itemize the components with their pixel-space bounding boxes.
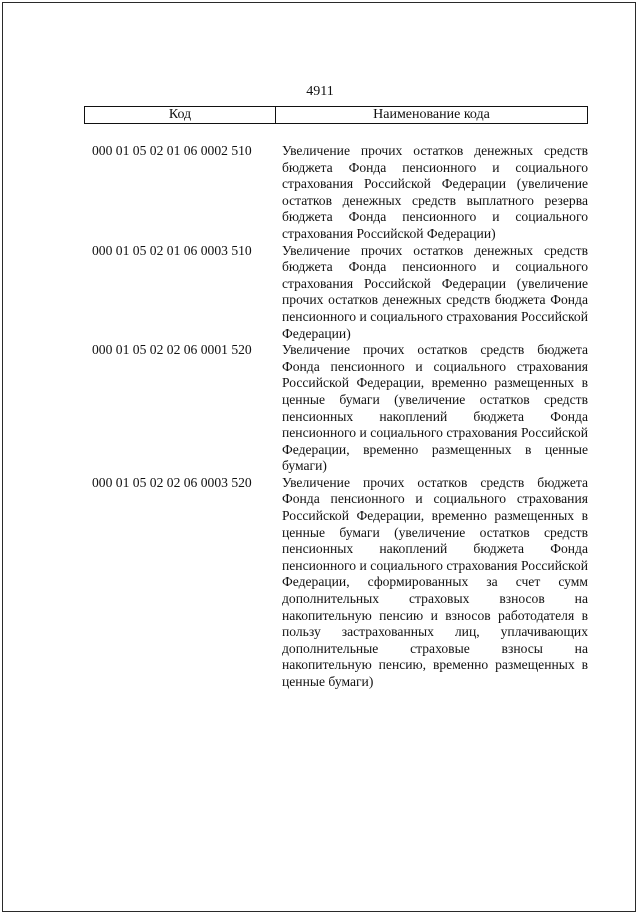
table-header: [84, 106, 588, 124]
row-description: Увеличение прочих остатков денежных средств бюджета Фонда пенсионного и социального страхования Российской Федерации (увеличение остатков денежных средств выплатного резерва бюджета Фонда пенсионного и социального страхования Российской Федерации): [282, 143, 588, 241]
table-row: [92, 243, 588, 343]
page-number: 4911: [306, 84, 334, 99]
row-code: 000 01 05 02 01 06 0002 510: [92, 143, 252, 158]
column-header-code: Код: [85, 107, 276, 123]
table-row: [92, 143, 588, 243]
row-description: Увеличение прочих остатков средств бюджета Фонда пенсионного и социального страхования Российской Федерации, временно размещенных в ценные бумаги (увеличение остатков средств пенсионных накоплений бюджета Фонда пенсионного и социального страхования Российской Федерации, сформированных за счет сумм дополнительных страховых взносов на накопительную пенсию и взносов работодателя в пользу застрахованных лиц, уплачивающих дополнительные страховые взносы на накопительную пенсию, временно размещенных в ценные бумаги): [282, 474, 588, 689]
table-row: [92, 342, 588, 475]
table-body: [92, 143, 588, 691]
column-header-name: Наименование кода: [373, 107, 490, 122]
row-description: Увеличение прочих остатков средств бюджета Фонда пенсионного и социального страхования Российской Федерации, временно размещенных в ценные бумаги (увеличение остатков средств пенсионных накоплений бюджета Фонда пенсионного и социального страхования Российской Федерации, временно размещенных в ценные бумаги): [282, 342, 588, 474]
row-code: 000 01 05 02 02 06 0003 520: [92, 474, 252, 490]
table-row: [92, 475, 588, 691]
row-description: Увеличение прочих остатков денежных средств бюджета Фонда пенсионного и социального страхования Российской Федерации (увеличение прочих остатков денежных средств бюджета Фонда пенсионного и социального страхования Российской Федерации): [282, 242, 588, 341]
row-code: 000 01 05 02 02 06 0001 520: [92, 342, 252, 358]
row-code: 000 01 05 02 01 06 0003 510: [92, 242, 252, 258]
